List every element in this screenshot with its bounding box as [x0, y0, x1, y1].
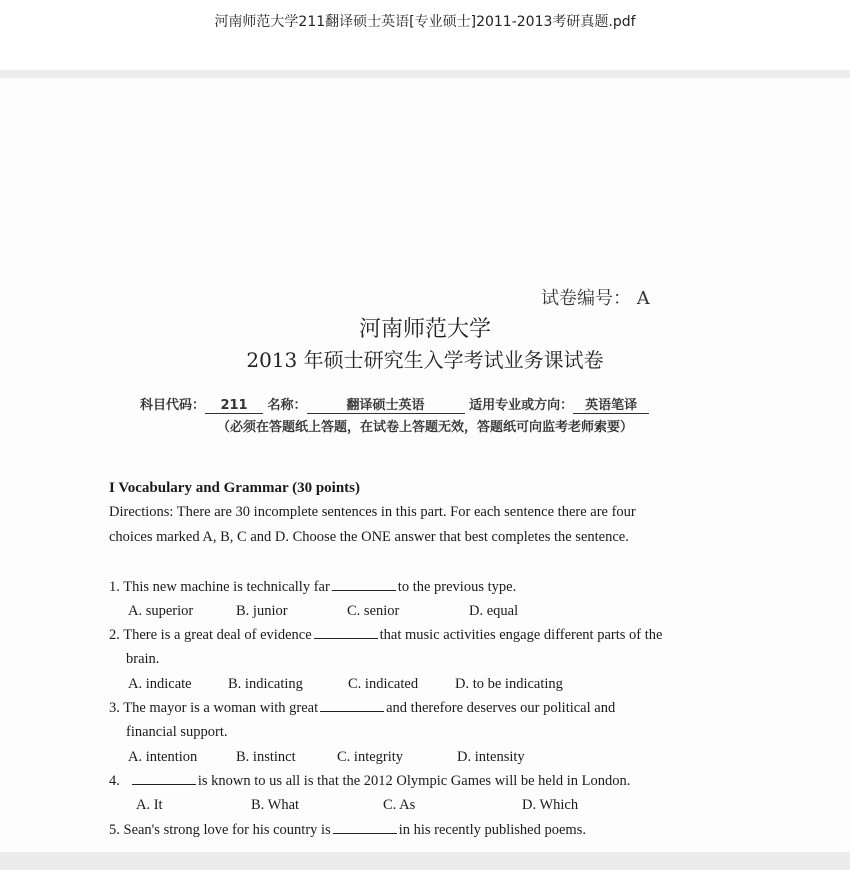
answer-blank: [132, 772, 196, 785]
question-1-option-a: A. superior: [128, 603, 194, 619]
question-3-option-b: B. instinct: [236, 749, 296, 765]
question-2-option-c: C. indicated: [348, 676, 419, 692]
exam-title: 2013 年硕士研究生入学考试业务课试卷: [246, 348, 604, 372]
question-4-option-d: D. Which: [522, 797, 579, 813]
major-label: 适用专业或方向：: [469, 398, 574, 413]
pdf-page[interactable]: [0, 78, 850, 852]
subject-code: 211: [205, 398, 263, 414]
question-1-option-b: B. junior: [236, 603, 288, 619]
question-2-option-b: B. indicating: [228, 676, 303, 692]
question-3-stem-cont: financial support.: [126, 724, 228, 740]
file-title: 河南师范大学211翻译硕士英语[专业硕士]2011-2013考研真题.pdf: [214, 14, 636, 30]
name-label: 名称：: [267, 398, 307, 413]
question-1-option-c: C. senior: [347, 603, 400, 619]
question-4-option-b: B. What: [251, 797, 300, 813]
question-4-option-c: C. As: [383, 797, 416, 813]
section-heading: I Vocabulary and Grammar (30 points): [109, 480, 361, 496]
answer-note: （必须在答题纸上答题，在试卷上答题无效，答题纸可向监考老师索要）: [216, 420, 633, 435]
exam-code: 试卷编号： A: [541, 288, 650, 309]
university-name: 河南师范大学: [358, 317, 491, 342]
question-1-stem: 1. This new machine is technically far to the previous type.: [109, 579, 517, 595]
subject-name: 翻译硕士英语: [307, 394, 465, 414]
question-3-stem: 3. The mayor is a woman with great and therefore deserves our political and: [109, 700, 616, 716]
question-2-stem-cont: brain.: [126, 651, 160, 667]
question-2-option-a: A. indicate: [128, 676, 192, 692]
subject-code-label: 科目代码：: [140, 398, 206, 413]
directions-line-2: choices marked A, B, C and D. Choose the ONE answer that best completes the sentence.: [109, 529, 629, 545]
subject-info-line: [140, 394, 649, 414]
question-2-stem: 2. There is a great deal of evidence that music activities engage different parts of the: [109, 627, 663, 643]
answer-blank: [314, 626, 378, 639]
question-3-option-d: D. intensity: [457, 749, 525, 765]
answer-blank: [333, 821, 397, 834]
question-1-option-d: D. equal: [469, 603, 519, 619]
bottom-scroll-bar[interactable]: [0, 852, 850, 870]
answer-blank: [332, 578, 396, 591]
question-4-stem: 4. is known to us all is that the 2012 Olympic Games will be held in London.: [109, 773, 631, 789]
question-2-option-d: D. to be indicating: [455, 676, 563, 692]
toolbar-divider: [0, 70, 850, 78]
directions-line-1: Directions: There are 30 incomplete sentences in this part. For each sentence there are four: [109, 504, 636, 520]
question-3-option-c: C. integrity: [337, 749, 404, 765]
question-5-stem: 5. Sean's strong love for his country is in his recently published poems.: [109, 822, 586, 838]
major-name: 英语笔译: [573, 394, 649, 414]
file-title-bar: [0, 0, 850, 70]
question-4-option-a: A. It: [136, 797, 163, 813]
answer-blank: [320, 699, 384, 712]
question-3-option-a: A. intention: [128, 749, 198, 765]
